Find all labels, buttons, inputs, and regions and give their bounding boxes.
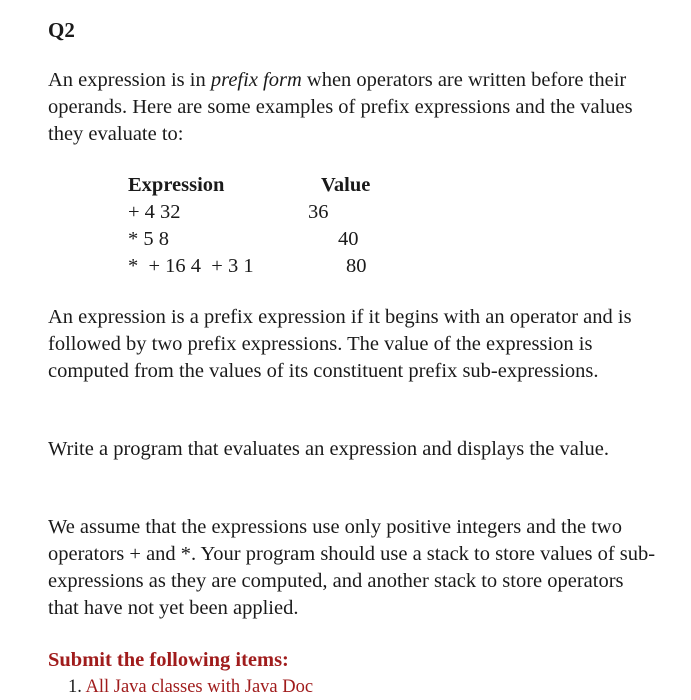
header-value: Value: [321, 174, 371, 196]
example-value: 36: [308, 201, 329, 223]
example-row: [128, 199, 398, 226]
assumption-paragraph: We assume that the expressions use only positive integers and the two operators + and *. Your program should use a stack to store values of sub-expressions as they are computed, and another stack to store operators that have not yet been applied.: [48, 516, 656, 619]
question-title: Q2: [48, 18, 75, 42]
definition-paragraph: An expression is a prefix expression if it begins with an operator and is followed by two prefix expressions. The value of the expression is computed from the values of its constituent prefix sub-expressions.: [48, 306, 632, 382]
example-value: 80: [346, 255, 367, 277]
submission-item-text: All Java classes with Java Doc: [85, 677, 314, 697]
submission-heading: Submit the following items:: [48, 649, 289, 671]
prefix-form-term: prefix form: [210, 69, 302, 91]
intro-text-after: when operators are written before their operands. Here are some examples of prefix expressions and the values they evaluate to:: [48, 69, 633, 145]
intro-text-before: An expression is in: [48, 69, 211, 91]
example-expression: * + 16 4 + 3 1: [128, 255, 254, 277]
task-paragraph: Write a program that evaluates an expression and displays the value.: [48, 438, 610, 460]
intro-paragraph: [48, 67, 658, 148]
example-row: [128, 253, 398, 280]
examples-header-row: [128, 172, 398, 199]
example-value: 40: [338, 228, 359, 250]
example-row: [128, 226, 398, 253]
examples-table: [128, 172, 398, 280]
submission-item: [68, 674, 313, 700]
example-expression: + 4 32: [128, 201, 181, 223]
header-expression: Expression: [128, 174, 225, 196]
submission-item-number: 1.: [68, 677, 82, 697]
example-expression: * 5 8: [128, 228, 169, 250]
